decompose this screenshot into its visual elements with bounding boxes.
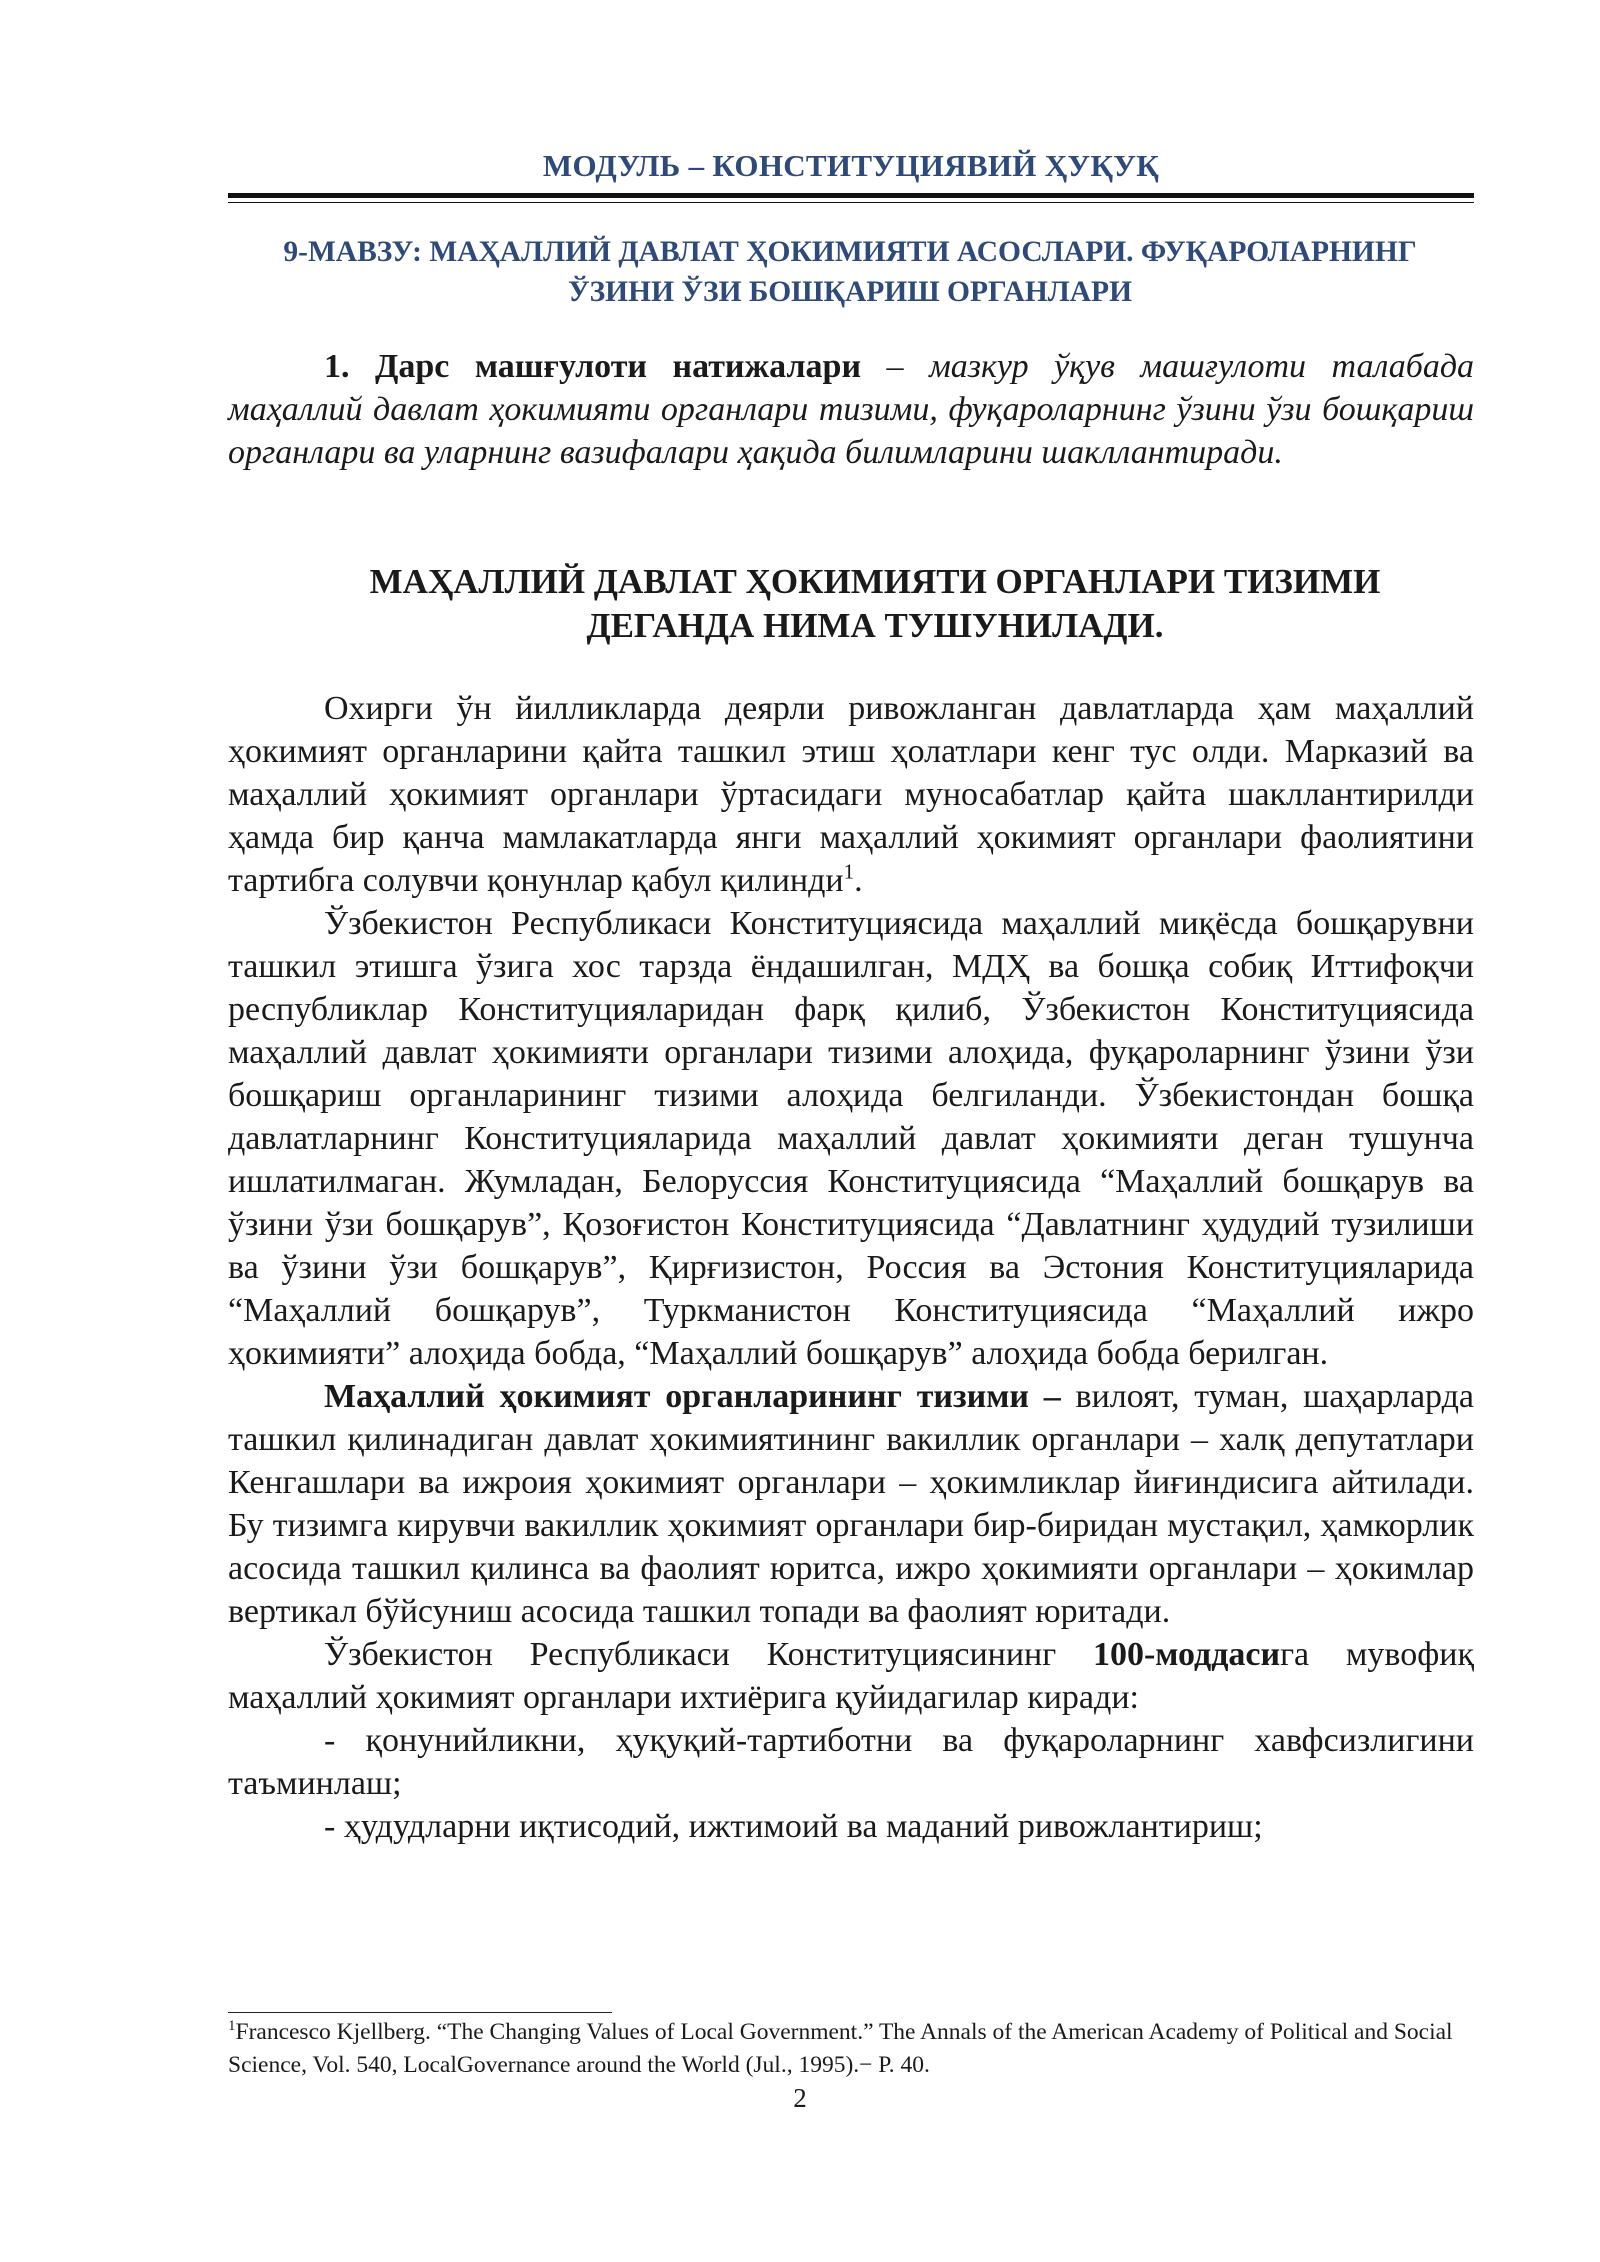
footnote xyxy=(228,2016,1474,2082)
header-rule-thick xyxy=(228,193,1474,198)
paragraph-3-term: Маҳаллий ҳокимият органларининг тизими – xyxy=(324,1378,1061,1415)
footnote-reference: 1 xyxy=(843,859,855,884)
footnote-number: 1 xyxy=(228,2018,236,2035)
topic-title-line-2: ЎЗИНИ ЎЗИ БОШҚАРИШ ОРГАНЛАРИ xyxy=(567,276,1133,308)
footnote-text: Francesco Kjellberg. “The Changing Values of Local Government.” The Annals of the American Academy of Political and Social Science, Vol. 540, LocalGovernance around the World (Jul., 1995).− P. 40. xyxy=(228,2019,1453,2078)
paragraph-1-end: . xyxy=(854,862,863,899)
body-text xyxy=(228,687,1474,1848)
module-header: МОДУЛЬ – КОНСТИТУЦИЯВИЙ ҲУҚУҚ xyxy=(542,148,1160,183)
paragraph-4-end: га мувофиқ маҳаллий ҳокимият органлари ихтиёрига қуйидагилар киради: xyxy=(228,1636,1474,1716)
paragraph-4-article: 100-моддаси xyxy=(1092,1636,1281,1673)
section-heading-line-2: ДЕГАНДА НИМА ТУШУНИЛАДИ. xyxy=(586,606,1164,645)
footnote-separator xyxy=(228,2012,612,2013)
paragraph-3-text: вилоят, туман, шаҳарларда ташкил қилинадиган давлат ҳокимиятининг вакиллик органлари – халқ депутатлари Кенгашлари ва ижроия ҳокимият органлари – ҳокимликлар йиғиндисига айтилади. Бу тизимга кирувчи вакиллик ҳокимият органлари бир-биридан мустақил, ҳамкорлик асосида ташкил қилинса ва фаолият юритса, ижро ҳокимияти органлари – ҳокимлар вертикал бўйсуниш асосида ташкил топади ва фаолият юритади. xyxy=(228,1378,1474,1630)
lesson-results-lead: 1. Дарс машғулоти натижалари xyxy=(324,348,862,385)
paragraph-1-text: Охирги ўн йилликларда деярли ривожланган давлатларда ҳам маҳаллий ҳокимият органларини қайта ташкил этиш ҳолатлари кенг тус олди. Марказий ва маҳаллий ҳокимият органлари ўртасидаги муносабатлар қайта шакллантирилди ҳамда бир қанча мамлакатларда янги маҳаллий ҳокимият органлари фаолиятини тартибга солувчи қонунлар қабул қилинди xyxy=(228,690,1474,899)
section-heading xyxy=(300,560,1450,648)
paragraph-3 xyxy=(228,1375,1474,1633)
lesson-results-dash: – xyxy=(861,348,930,385)
topic-title xyxy=(220,232,1480,312)
list-item-2: - ҳудудларни иқтисодий, ижтимоий ва маданий ривожлантириш; xyxy=(324,1808,1263,1845)
section-heading-line-1: МАҲАЛЛИЙ ДАВЛАТ ҲОКИМИЯТИ ОРГАНЛАРИ ТИЗИМИ xyxy=(369,562,1381,601)
paragraph-4-start: Ўзбекистон Республикаси Конституциясининг xyxy=(324,1636,1093,1673)
lesson-results-text: мазкур ўқув машғулоти талабада маҳаллий давлат ҳокимияти органлари тизими, фуқароларнинг ўзини ўзи бошқариш органлари ва уларнинг вазифалари ҳақида билимларини шакллантиради. xyxy=(228,348,1475,471)
lesson-results-paragraph xyxy=(228,345,1474,474)
topic-title-line-1: 9-МАВЗУ: МАҲАЛЛИЙ ДАВЛАТ ҲОКИМИЯТИ АСОСЛАРИ. ФУҚАРОЛАРНИНГ xyxy=(283,236,1417,268)
header-rule-thin xyxy=(228,202,1474,203)
paragraph-2: Ўзбекистон Республикаси Конституциясида маҳаллий миқёсда бошқарувни ташкил этишга ўзига хос тарзда ёндашилган, МДҲ ва бошқа собиқ Иттифоқчи республиклар Конституцияларидан фарқ қилиб, Ўзбекистон Конституциясида маҳаллий давлат ҳокимияти органлари тизими алоҳида, фуқароларнинг ўзини ўзи бошқариш органларининг тизими алоҳида белгиланди. Ўзбекистондан бошқа давлатларнинг Конституцияларида маҳаллий давлат ҳокимияти деган тушунча ишлатилмаган. Жумладан, Белоруссия Конституциясида “Маҳаллий бошқарув ва ўзини ўзи бошқарув”, Қозоғистон Конституциясида “Давлатнинг ҳудудий тузилиши ва ўзини ўзи бошқарув”, Қирғизистон, Россия ва Эстония Конституцияларида “Маҳаллий бошқарув”, Туркманистон Конституциясида “Маҳаллий ижро ҳокимияти” алоҳида бобда, “Маҳаллий бошқарув” алоҳида бобда берилган. xyxy=(228,905,1474,1372)
page-number: 2 xyxy=(793,2083,807,2113)
paragraph-1 xyxy=(228,687,1474,902)
paragraph-4 xyxy=(228,1633,1474,1719)
list-item-1: - қонунийликни, ҳуқуқий-тартиботни ва фуқароларнинг хавфсизлигини таъминлаш; xyxy=(228,1722,1474,1802)
